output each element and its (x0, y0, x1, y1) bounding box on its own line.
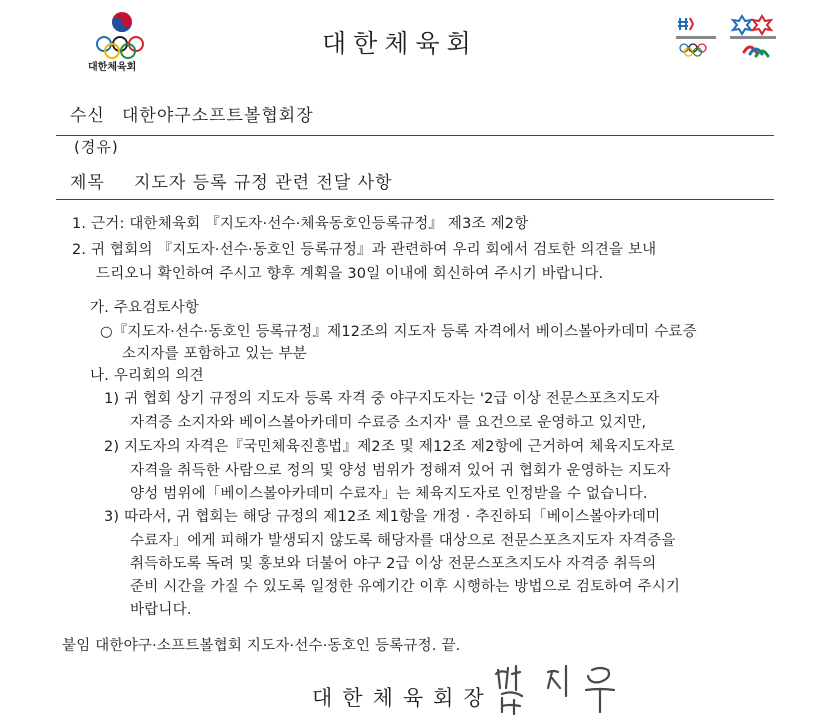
subject-value: 지도자 등록 규정 관련 전달 사항 (134, 173, 393, 193)
opinion-3-line: 3) 따라서, 귀 협회는 해당 규정의 제12조 제1항을 개정 · 추진하되「베이스볼아카데미 (104, 509, 661, 525)
opinion-3-line: 바랍니다. (130, 602, 192, 618)
opinion-1-line: 자격증 소지자와 베이스볼아카데미 수료증 소지자' 를 요건으로 운영하고 있지만, (130, 415, 647, 431)
opinion-1-line: 1) 귀 협회 상기 규정의 지도자 등록 자격 중 야구지도자는 '2급 이상 전문스포츠지도자 (104, 391, 660, 407)
pyeongchang-2018-emblem-icon (672, 14, 784, 62)
via-label: (경유) (74, 138, 119, 156)
attachment-note: 붙임 대한야구·소프트볼협회 지도자·선수·동호인 등록규정. 끝. (62, 638, 461, 654)
request-item-line: 2. 귀 협회의 『지도자·선수·동호인 등록규정』과 관련하여 우리 회에서 검토한 의견을 보내 (72, 242, 657, 258)
opinion-3-line: 준비 시간을 가질 수 있도록 일정한 유예기간 이후 시행하는 방법으로 검토하여 주시기 (130, 579, 681, 595)
opinion-2-line: 자격을 취득한 사람으로 정의 및 양성 범위가 정해져 있어 귀 협회가 운영하는 지도자 (130, 463, 671, 479)
request-item-line: 드리오니 확인하여 주시고 향후 계획을 30일 이내에 회신하여 주시기 바랍니다. (96, 266, 604, 282)
recipient-label: 수신 (70, 106, 105, 126)
closing-sender: 대한체육회장 (312, 686, 494, 710)
document-title: 대한체육회 (322, 29, 478, 58)
header-divider (56, 135, 774, 136)
subject-divider (56, 199, 774, 200)
subject-label: 제목 (70, 173, 105, 193)
section-a-line: 소지자를 포함하고 있는 부분 (122, 346, 307, 362)
section-a-line: ○『지도자·선수·동호인 등록규정』제12조의 지도자 등록 자격에서 베이스볼아카데미 수료증 (100, 324, 697, 340)
section-a-title: 가. 주요검토사항 (90, 300, 200, 316)
opinion-2-line: 2) 지도자의 자격은『국민체육진흥법』제2조 및 제12조 제2항에 근거하여 체육지도자로 (104, 439, 675, 455)
recipient-value: 대한야구소프트볼협회장 (122, 106, 314, 126)
emblem-label: 대한체육회 (88, 62, 137, 73)
opinion-3-line: 수료자」에게 피해가 발생되지 않도록 해당자를 대상으로 전문스포츠지도자 자격증을 (130, 533, 676, 549)
basis-item: 1. 근거: 대한체육회 『지도자·선수·체육동호인등록규정』 제3조 제2항 (72, 216, 529, 232)
section-b-title: 나. 우리회의 의견 (90, 368, 204, 384)
opinion-2-line: 양성 범위에「베이스볼아카데미 수료자」는 체육지도자로 인정받을 수 없습니다. (130, 486, 648, 502)
handwritten-signature-icon (488, 660, 648, 718)
opinion-3-line: 취득하도록 독려 및 홍보와 더불어 야구 2급 이상 전문스포츠지도사 자격증 취득의 (130, 556, 657, 572)
